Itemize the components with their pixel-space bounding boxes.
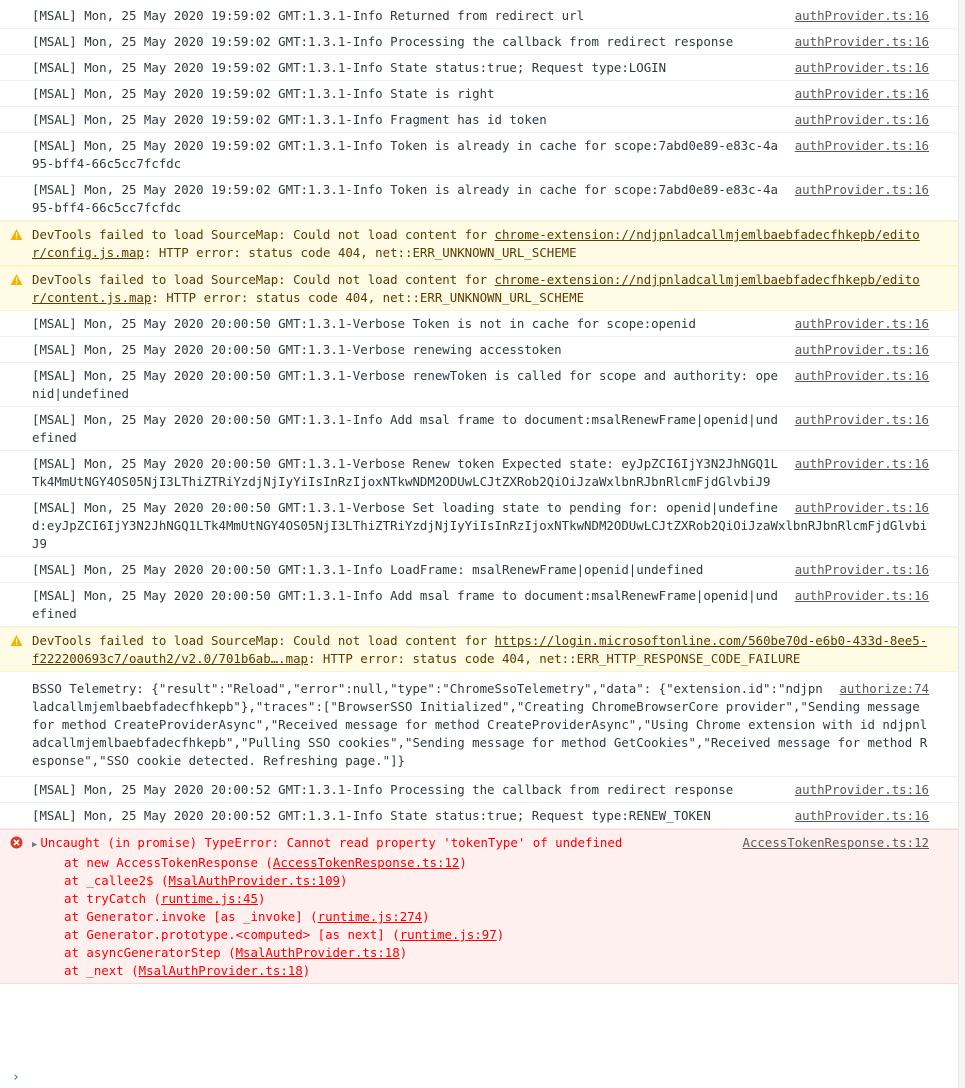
console-message	[0, 672, 965, 777]
console-message	[0, 557, 965, 583]
message-text: [MSAL] Mon, 25 May 2020 20:00:52 GMT:1.3.1-Info Processing the callback from redirect response	[32, 782, 734, 797]
message-text: [MSAL] Mon, 25 May 2020 19:59:02 GMT:1.3.1-Info Fragment has id token	[32, 112, 547, 127]
source-link[interactable]: authProvider.ts:16	[794, 316, 929, 331]
console-message	[0, 803, 965, 829]
stack-trace	[64, 854, 929, 980]
message-text: [MSAL] Mon, 25 May 2020 20:00:50 GMT:1.3.1-Verbose Renew token Expected state: eyJpZCI6IjY3N2JhNGQ1LTk4MmUtNGY4OS05NjI3LThiZTRiYzdjNjIyYiIsInRzIjoxNTkwNDM2ODUwLCJtZXRob2QiOiJzaWxlbnRJbnRlcmFjdGlvbiJ9	[32, 456, 778, 489]
message-text: [MSAL] Mon, 25 May 2020 20:00:50 GMT:1.3.1-Info Add msal frame to document:msalRenewFrame|openid|undefined	[32, 412, 778, 445]
source-link[interactable]: authProvider.ts:16	[794, 562, 929, 577]
prompt-chevron-icon: ›	[12, 1070, 20, 1085]
warning-suffix: : HTTP error: status code 404, net::ERR_UNKNOWN_URL_SCHEME	[151, 290, 585, 305]
source-link[interactable]: authProvider.ts:16	[794, 782, 929, 797]
message-text: [MSAL] Mon, 25 May 2020 20:00:50 GMT:1.3.1-Verbose renewToken is called for scope and authority: openid|undefined	[32, 368, 778, 401]
console-message	[0, 777, 965, 803]
message-text: [MSAL] Mon, 25 May 2020 19:59:02 GMT:1.3.1-Info Token is already in cache for scope:7abd0e89-e83c-4a95-bff4-66c5cc7fcfdc	[32, 138, 778, 171]
stack-frame-link[interactable]: MsalAuthProvider.ts:18	[235, 945, 400, 960]
message-text: BSSO Telemetry: {"result":"Reload","error":null,"type":"ChromeSsoTelemetry","data": {"extension.id":"ndjpnladcallmjemlbaebfadecfhkepb"},"traces":["BrowserSSO Initialized","Creating ChromeBrowserCore provider","Sending message for method CreateProviderAsync","Received message for method CreateProviderAsync","Using Chrome extension with id ndjpnladcallmjemlbaebfadecfhkepb","Pulling SSO cookies","Sending message for method GetCookies","Received message for method Response","SSO cookie detected. Refreshing page."]}	[32, 681, 928, 768]
stack-frame: at asyncGeneratorStep (MsalAuthProvider.ts:18)	[64, 945, 408, 960]
console-message	[0, 133, 965, 177]
console-warning	[0, 221, 965, 266]
console-message	[0, 81, 965, 107]
stack-frame-link[interactable]: runtime.js:97	[399, 927, 497, 942]
warning-icon	[10, 273, 23, 286]
message-text: [MSAL] Mon, 25 May 2020 20:00:50 GMT:1.3.1-Verbose Set loading state to pending for: openid|undefined:eyJpZCI6IjY3N2JhNGQ1LTk4MmUtNGY4OS05NjI3LThiZTRiYzdjNjIyYiIsInRzIjoxNTkwNDM2ODUwLCJtZXRob2QiOiJzaWxlbnRJbnRlcmFjdGlvbiJ9	[32, 500, 928, 551]
sourcemap-link[interactable]: chrome-extension://ndjpnladcallmjemlbaebfadecfhkepb/editor/content.js.map	[32, 272, 920, 305]
source-link[interactable]: authProvider.ts:16	[794, 182, 929, 197]
error-icon	[10, 836, 23, 849]
console-message	[0, 177, 965, 221]
stack-frame-link[interactable]: MsalAuthProvider.ts:18	[138, 963, 303, 978]
stack-frame: at Generator.invoke [as _invoke] (runtime.js:274)	[64, 909, 430, 924]
console-message	[0, 29, 965, 55]
console-message	[0, 337, 965, 363]
source-link[interactable]: authProvider.ts:16	[794, 412, 929, 427]
warning-icon	[10, 228, 23, 241]
source-link[interactable]: authProvider.ts:16	[794, 588, 929, 603]
console-warning	[0, 266, 965, 311]
stack-frame: at new AccessTokenResponse (AccessTokenResponse.ts:12)	[64, 855, 467, 870]
console-warning	[0, 627, 965, 672]
console-message	[0, 107, 965, 133]
message-text: [MSAL] Mon, 25 May 2020 19:59:02 GMT:1.3.1-Info State status:true; Request type:LOGIN	[32, 60, 667, 75]
console-message	[0, 407, 965, 451]
message-text: [MSAL] Mon, 25 May 2020 20:00:52 GMT:1.3.1-Info State status:true; Request type:RENEW_TOKEN	[32, 808, 711, 823]
message-text: [MSAL] Mon, 25 May 2020 19:59:02 GMT:1.3.1-Info Processing the callback from redirect response	[32, 34, 734, 49]
message-text: [MSAL] Mon, 25 May 2020 20:00:50 GMT:1.3.1-Verbose renewing accesstoken	[32, 342, 562, 357]
console-message	[0, 311, 965, 337]
source-link[interactable]: authorize:74	[839, 681, 929, 696]
scrollbar[interactable]	[958, 0, 965, 1088]
source-link[interactable]: authProvider.ts:16	[794, 456, 929, 471]
sourcemap-link[interactable]: chrome-extension://ndjpnladcallmjemlbaebfadecfhkepb/editor/config.js.map	[32, 227, 920, 260]
message-text: [MSAL] Mon, 25 May 2020 20:00:50 GMT:1.3.1-Info LoadFrame: msalRenewFrame|openid|undefined	[32, 562, 704, 577]
message-text: [MSAL] Mon, 25 May 2020 20:00:50 GMT:1.3.1-Info Add msal frame to document:msalRenewFrame|openid|undefined	[32, 588, 778, 621]
stack-frame-link[interactable]: runtime.js:274	[317, 909, 423, 924]
message-text: [MSAL] Mon, 25 May 2020 20:00:50 GMT:1.3.1-Verbose Token is not in cache for scope:openid	[32, 316, 696, 331]
message-text: [MSAL] Mon, 25 May 2020 19:59:02 GMT:1.3.1-Info Token is already in cache for scope:7abd0e89-e83c-4a95-bff4-66c5cc7fcfdc	[32, 182, 778, 215]
source-link[interactable]: authProvider.ts:16	[794, 138, 929, 153]
warning-text: DevTools failed to load SourceMap: Could not load content for	[32, 633, 495, 648]
stack-frame: at tryCatch (runtime.js:45)	[64, 891, 266, 906]
warning-suffix: : HTTP error: status code 404, net::ERR_HTTP_RESPONSE_CODE_FAILURE	[308, 651, 801, 666]
console-message	[0, 583, 965, 627]
message-text: [MSAL] Mon, 25 May 2020 19:59:02 GMT:1.3.1-Info Returned from redirect url	[32, 8, 585, 23]
warning-suffix: : HTTP error: status code 404, net::ERR_UNKNOWN_URL_SCHEME	[143, 245, 577, 260]
console-error	[0, 829, 965, 984]
expand-triangle-icon[interactable]: ▶	[32, 840, 38, 850]
error-message: Uncaught (in promise) TypeError: Cannot read property 'tokenType' of undefined	[40, 835, 623, 850]
sourcemap-link[interactable]: https://login.microsoftonline.com/560be70d-e6b0-433d-8ee5-f222200693c7/oauth2/v2.0/701b6ab….map	[32, 633, 928, 666]
console-message	[0, 0, 965, 29]
source-link[interactable]: authProvider.ts:16	[794, 808, 929, 823]
console-message	[0, 363, 965, 407]
stack-frame-link[interactable]: AccessTokenResponse.ts:12	[272, 855, 460, 870]
source-link[interactable]: authProvider.ts:16	[794, 86, 929, 101]
source-link[interactable]: authProvider.ts:16	[794, 34, 929, 49]
warning-text: DevTools failed to load SourceMap: Could not load content for	[32, 272, 495, 287]
source-link[interactable]: authProvider.ts:16	[794, 368, 929, 383]
source-link[interactable]: authProvider.ts:16	[794, 60, 929, 75]
stack-frame-link[interactable]: MsalAuthProvider.ts:109	[168, 873, 341, 888]
stack-frame-link[interactable]: runtime.js:45	[160, 891, 258, 906]
source-link[interactable]: authProvider.ts:16	[794, 500, 929, 515]
stack-frame: at _next (MsalAuthProvider.ts:18)	[64, 963, 311, 978]
stack-frame: at _callee2$ (MsalAuthProvider.ts:109)	[64, 873, 348, 888]
console-message	[0, 495, 965, 557]
console-message	[0, 55, 965, 81]
source-link[interactable]: authProvider.ts:16	[794, 112, 929, 127]
stack-frame: at Generator.prototype.<computed> [as next] (runtime.js:97)	[64, 927, 505, 942]
warning-text: DevTools failed to load SourceMap: Could not load content for	[32, 227, 495, 242]
source-link[interactable]: authProvider.ts:16	[794, 342, 929, 357]
source-link[interactable]: AccessTokenResponse.ts:12	[742, 835, 929, 850]
message-text: [MSAL] Mon, 25 May 2020 19:59:02 GMT:1.3.1-Info State is right	[32, 86, 495, 101]
warning-icon	[10, 634, 23, 647]
console-message	[0, 451, 965, 495]
source-link[interactable]: authProvider.ts:16	[794, 8, 929, 23]
console-prompt-input[interactable]	[0, 1068, 965, 1088]
